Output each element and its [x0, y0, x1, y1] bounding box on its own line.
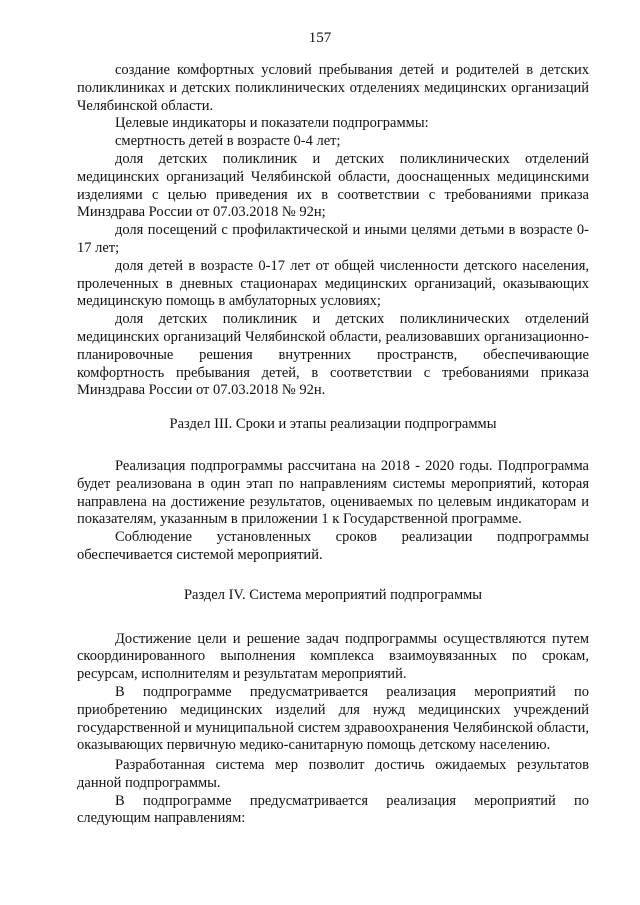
- indicator-item: смертность детей в возрасте 0-4 лет;: [115, 133, 341, 150]
- section-3-paragraph: Реализация подпрограммы рассчитана на 2018 - 2020 годы. Подпрограмма будет реализована в один этап по направлениям системы мероприятий, которая направлена на достижение результатов, оцениваемых по целевым индикаторам и показателям, указанным в приложении 1 к Государственной программе.: [77, 457, 589, 528]
- indicator-item: доля детских поликлиник и детских поликлинических отделений медицинских организаций Челябинской области, дооснащенных медицинскими изделиями с целью приведения их в соответствии с требованиями приказа Минздрава России от 07.03.2018 № 92н;: [77, 150, 589, 221]
- section-4-paragraph: В подпрограмме предусматривается реализация мероприятий по следующим направлениям:: [77, 792, 589, 827]
- indicators-heading: Целевые индикаторы и показатели подпрограммы:: [115, 115, 429, 132]
- section-3-paragraph: Соблюдение установленных сроков реализации подпрограммы обеспечивается системой мероприятий.: [77, 529, 589, 563]
- section-4-paragraph: Разработанная система мер позволит достичь ожидаемых результатов данной подпрограммы.: [77, 757, 589, 791]
- document-body: [77, 62, 589, 828]
- intro-paragraph: создание комфортных условий пребывания детей и родителей в детских поликлиниках и детских поликлинических отделениях медицинских организаций Челябинской области.: [77, 62, 589, 114]
- section-3-title: Раздел III. Сроки и этапы реализации подпрограммы: [169, 416, 497, 433]
- indicator-item: доля детей в возрасте 0-17 лет от общей численности детского населения, пролеченных в дневных стационарах медицинских организаций, оказывающих медицинскую помощь в амбулаторных условиях;: [77, 257, 589, 310]
- indicator-item: доля посещений с профилактической и иными целями детьми в возрасте 0-17 лет;: [77, 222, 589, 256]
- page-number: 157: [308, 30, 332, 46]
- indicator-item: доля детских поликлиник и детских поликлинических отделений медицинских организаций Челябинской области, реализовавших организационно-планировочные решения внутренних пространств, обеспечивающие комфортность пребывания детей, в соответствии с требованиями приказа Минздрава России от 07.03.2018 № 92н.: [77, 311, 589, 399]
- section-4-paragraph: Достижение цели и решение задач подпрограммы осуществляются путем скоординированного выполнения комплекса взаимоувязанных по срокам, ресурсам, исполнителям и результатам мероприятий.: [77, 630, 589, 683]
- section-4-title: Раздел IV. Система мероприятий подпрограммы: [183, 586, 483, 603]
- section-4-paragraph: В подпрограмме предусматривается реализация мероприятий по приобретению медицинских изделий для нужд медицинских учреждений государственной и муниципальной систем здравоохранения Челябинской области, оказывающих первичную медико-санитарную помощь детскому населению.: [77, 683, 589, 754]
